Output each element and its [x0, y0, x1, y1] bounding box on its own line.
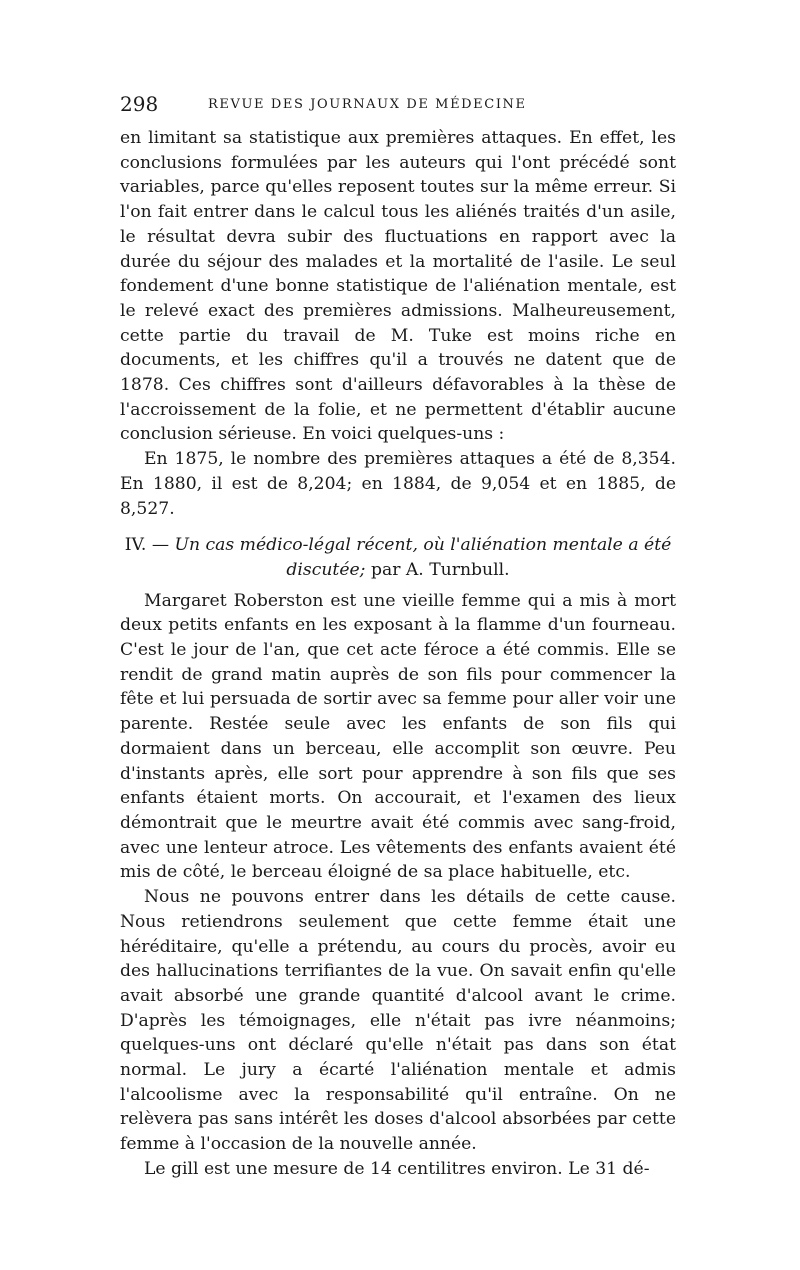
- page-number: 298: [120, 92, 159, 116]
- paragraph-statistics: en limitant sa statistique aux premières attaques. En effet, les conclusions formulées par les auteurs qui l'ont précédé sont variables, parce qu'elles reposent toutes sur la même erreur. Si l'on fait entrer dans le calcul tous les aliénés traités d'un asile, le résultat devra subir des fluctuations en rapport avec la durée du séjour des malades et la mortalité de l'asile. Le seul fondement d'une bonne statistique de l'aliénation mentale, est le relevé exact des premières admissions. Malheureusement, cette partie du travail de M. Tuke est moins riche en documents, et les chiffres qu'il a trouvés ne datent que de 1878. Ces chiffres sont d'ailleurs défavorables à la thèse de l'accroissement de la folie, et ne permettent d'établir aucune conclusion sérieuse. En voici quelques-uns :: [120, 128, 676, 445]
- paragraph-figures: En 1875, le nombre des premières attaques a été de 8,354. En 1880, il est de 8,204; en 1884, de 9,054 et en 1885, de 8,527.: [120, 449, 676, 519]
- journal-title: REVUE DES JOURNAUX DE MÉDECINE: [208, 97, 527, 112]
- book-page: [120, 92, 676, 1182]
- section-byline: par A. Turnbull.: [365, 559, 510, 580]
- paragraph-trial: Nous ne pouvons entrer dans les détails de cette cause. Nous retiendrons seulement que cette femme était une héréditaire, qu'elle a prétendu, au cours du procès, avoir eu des hallucinations terrifiantes de la vue. On savait enfin qu'elle avait absorbé une grande quantité d'alcool avant le crime. D'après les témoignages, elle n'était pas ivre néanmoins; quelques-uns ont déclaré qu'elle n'était pas dans son état normal. Le jury a écarté l'aliénation mentale et admis l'alcoolisme avec la responsabilité qu'il entraîne. On ne relèvera pas sans intérêt les doses d'alcool absorbées par cette femme à l'occasion de la nouvelle année.: [120, 887, 676, 1155]
- paragraph-gill: Le gill est une mesure de 14 centilitres environ. Le 31 dé-: [144, 1158, 650, 1179]
- paragraph-case: Margaret Roberston est une vieille femme qui a mis à mort deux petits enfants en les exposant à la flamme d'un fourneau. C'est le jour de l'an, que cet acte féroce a été commis. Elle se rendit de grand matin auprès de son fils pour commencer la fête et lui persuada de sortir avec sa femme pour aller voir une parente. Restée seule avec les enfants de son fils qui dormaient dans un berceau, elle accomplit son œuvre. Peu d'instants après, elle sort pour apprendre à son fils que ses enfants étaient morts. On accourait, et l'examen des lieux démontrait que le meurtre avait été commis avec sang-froid, avec une lenteur atroce. Les vêtements des enfants avaient été mis de côté, le berceau éloigné de sa place habituelle, etc.: [120, 590, 676, 883]
- section-numeral: IV. —: [124, 535, 175, 556]
- section-heading: [120, 533, 676, 582]
- running-head: [120, 92, 676, 118]
- section-title: Un cas médico-légal récent, où l'aliénation mentale a été discutée;: [174, 535, 672, 580]
